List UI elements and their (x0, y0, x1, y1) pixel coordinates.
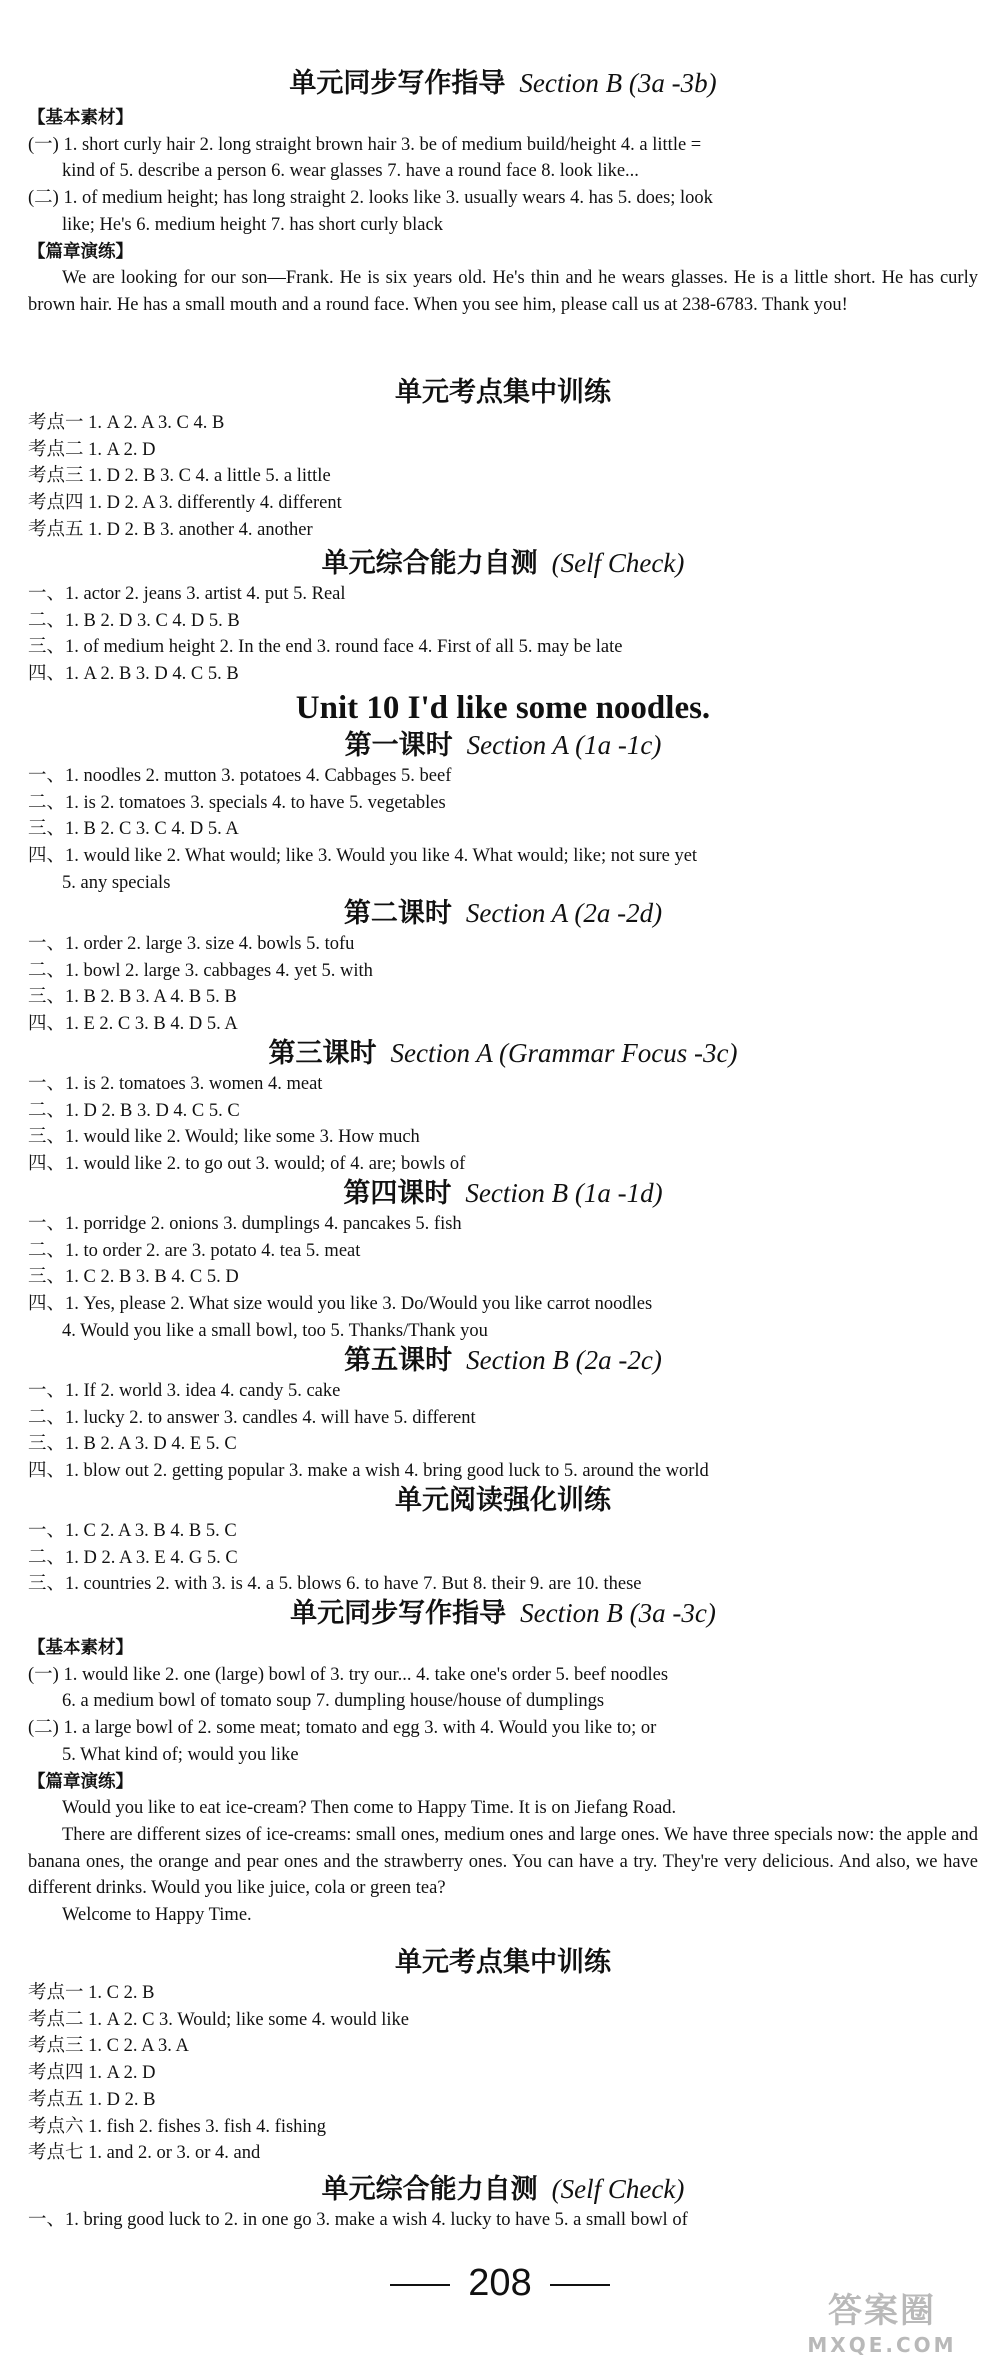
watermark-url: MXQE.COM (807, 2333, 957, 2357)
lesson-heading: 第四课时 Section B (1a -1d) (343, 1178, 663, 1209)
answer-line: 二、1. lucky 2. to answer 3. candles 4. will have 5. different (28, 1407, 476, 1428)
page-number: 208 (0, 2262, 1000, 2305)
answer-line: 考点六 1. fish 2. fishes 3. fish 4. fishing (28, 2116, 327, 2137)
section-heading: 单元综合能力自测 (Self Check) (321, 548, 685, 579)
unit-title-block (28, 688, 978, 728)
answer-line: 5. What kind of; would you like (62, 1744, 299, 1765)
answer-line: 四、1. would like 2. to go out 3. would; of 4. are; bowls of (28, 1154, 466, 1175)
answer-line: 一、1. bring good luck to 2. in one go 3. make a wish 4. lucky to have 5. a small bowl of (28, 2210, 688, 2230)
answer-line: (二) 1. of medium height; has long straight 2. looks like 3. usually wears 4. has 5. does; look (28, 188, 713, 209)
lesson-heading: 第一课时 Section A (1a -1c) (344, 730, 662, 761)
answer-line: 考点五 1. D 2. B 3. another 4. another (28, 519, 313, 540)
tag-basic-material: 【基本素材】 (28, 108, 133, 128)
answer-line: kind of 5. describe a person 6. wear glasses 7. have a round face 8. look like... (62, 161, 639, 182)
answer-line: 考点四 1. A 2. D (28, 2063, 156, 2084)
answer-line: 三、1. countries 2. with 3. is 4. a 5. blows 6. to have 7. But 8. their 9. are 10. these (28, 1574, 642, 1595)
lesson-5 (28, 1343, 978, 1485)
answer-line: 三、1. B 2. B 3. A 4. B 5. B (28, 987, 237, 1008)
answer-line: 二、1. is 2. tomatoes 3. specials 4. to have 5. vegetables (28, 792, 446, 813)
answer-line: 三、1. B 2. C 3. C 4. D 5. A (28, 819, 239, 840)
section-heading: 单元阅读强化训练 (395, 1485, 611, 1516)
sample-paragraph: There are different sizes of ice-creams: small ones, medium ones and large ones. We have three specials now: the apple and banana ones, the orange and pear ones and the strawberry ones. You can have a try. They're very delicious. And also, we have different drinks. Would you like juice, cola or green tea? (28, 1824, 978, 1899)
answer-line: 二、1. to order 2. are 3. potato 4. tea 5. meat (28, 1240, 361, 1261)
answer-line: 考点一 1. A 2. A 3. C 4. B (28, 413, 225, 433)
lesson-2 (28, 896, 978, 1038)
unit-self-check (28, 546, 978, 688)
writing-guide-section-b-3a-3b (28, 66, 978, 319)
unit-reading-training (28, 1484, 978, 1598)
lesson-1 (28, 728, 978, 897)
answer-line: 一、1. order 2. large 3. size 4. bowls 5. tofu (28, 934, 355, 954)
answer-line: (一) 1. short curly hair 2. long straight brown hair 3. be of medium build/height 4. a little = (28, 134, 702, 155)
section-heading: 单元考点集中训练 (395, 1947, 611, 1978)
sample-paragraph: Would you like to eat ice-cream? Then come to Happy Time. It is on Jiefang Road. (62, 1798, 677, 1819)
lesson-4 (28, 1176, 978, 1345)
answer-line: 二、1. B 2. D 3. C 4. D 5. B (28, 610, 240, 631)
answer-line: 一、1. is 2. tomatoes 3. women 4. meat (28, 1074, 323, 1094)
answer-line: 一、1. porridge 2. onions 3. dumplings 4. pancakes 5. fish (28, 1214, 462, 1234)
section-heading: 单元同步写作指导 Section B (3a -3c) (290, 1598, 716, 1629)
answer-line: 二、1. D 2. B 3. D 4. C 5. C (28, 1100, 240, 1121)
writing-guide-section-b-3a-3c (28, 1596, 978, 1929)
answer-line: 4. Would you like a small bowl, too 5. Thanks/Thank you (62, 1320, 488, 1341)
answer-line: 一、1. If 2. world 3. idea 4. candy 5. cake (28, 1381, 341, 1401)
unit-key-points-training (28, 376, 978, 544)
answer-line: 一、1. noodles 2. mutton 3. potatoes 4. Cabbages 5. beef (28, 766, 452, 786)
answer-line: 考点四 1. D 2. A 3. differently 4. different (28, 493, 342, 514)
answer-line: 三、1. of medium height 2. In the end 3. round face 4. First of all 5. may be late (28, 637, 623, 658)
answer-line: 四、1. A 2. B 3. D 4. C 5. B (28, 664, 239, 685)
answer-line: like; He's 6. medium height 7. has short curly black (62, 214, 443, 235)
section-heading: 单元同步写作指导 Section B (3a -3b) (289, 68, 717, 99)
tag-writing-practice: 【篇章演练】 (28, 241, 133, 262)
answer-line: 考点一 1. C 2. B (28, 1983, 155, 2003)
watermark (782, 2290, 982, 2368)
answer-line: 考点二 1. A 2. C 3. Would; like some 4. would like (28, 2009, 410, 2030)
watermark-logo-text: 答案圈 (828, 2291, 936, 2331)
answer-line: 三、1. C 2. B 3. B 4. C 5. D (28, 1267, 239, 1288)
tag-basic-material: 【基本素材】 (28, 1638, 133, 1658)
unit-self-check-2 (28, 2172, 978, 2234)
answer-line: 考点三 1. D 2. B 3. C 4. a little 5. a little (28, 466, 331, 487)
answer-line: (二) 1. a large bowl of 2. some meat; tomato and egg 3. with 4. Would you like to; or (28, 1718, 657, 1739)
page-number-dash (390, 2284, 450, 2286)
answer-line: (一) 1. would like 2. one (large) bowl of 3. try our... 4. take one's order 5. beef noodles (28, 1664, 669, 1685)
lesson-heading: 第五课时 Section B (2a -2c) (344, 1345, 662, 1376)
answer-line: 5. any specials (62, 872, 171, 893)
answer-line: 四、1. blow out 2. getting popular 3. make a wish 4. bring good luck to 5. around the world (28, 1461, 709, 1482)
answer-line: 一、1. C 2. A 3. B 4. B 5. C (28, 1521, 237, 1541)
lesson-heading: 第二课时 Section A (2a -2d) (343, 898, 663, 929)
answer-line: 二、1. D 2. A 3. E 4. G 5. C (28, 1547, 238, 1568)
answer-line: 二、1. bowl 2. large 3. cabbages 4. yet 5. with (28, 960, 373, 981)
answer-line: 三、1. would like 2. Would; like some 3. How much (28, 1127, 420, 1148)
answer-line: 考点三 1. C 2. A 3. A (28, 2036, 189, 2057)
lesson-heading: 第三课时 Section A (Grammar Focus -3c) (268, 1038, 738, 1069)
unit-title: Unit 10 I'd like some noodles. (295, 690, 711, 726)
answer-line: 四、1. Yes, please 2. What size would you like 3. Do/Would you like carrot noodles (28, 1294, 653, 1315)
answer-line: 考点二 1. A 2. D (28, 439, 156, 460)
answer-line: 一、1. actor 2. jeans 3. artist 4. put 5. Real (28, 584, 346, 604)
unit-key-points-training-2 (28, 1946, 978, 2167)
lesson-3 (28, 1036, 978, 1178)
answer-line: 6. a medium bowl of tomato soup 7. dumpling house/house of dumplings (62, 1691, 605, 1712)
answer-line: 四、1. E 2. C 3. B 4. D 5. A (28, 1014, 238, 1035)
answer-line: 三、1. B 2. A 3. D 4. E 5. C (28, 1434, 237, 1455)
section-heading: 单元综合能力自测 (Self Check) (321, 2174, 685, 2205)
answer-line: 考点七 1. and 2. or 3. or 4. and (28, 2143, 261, 2164)
tag-writing-practice: 【篇章演练】 (28, 1771, 133, 1792)
section-heading: 单元考点集中训练 (395, 377, 611, 408)
sample-paragraph: Welcome to Happy Time. (62, 1905, 252, 1926)
answer-line: 四、1. would like 2. What would; like 3. Would you like 4. What would; like; not sure yet (28, 846, 698, 867)
sample-paragraph: We are looking for our son—Frank. He is six years old. He's thin and he wears glasses. He is a little short. He has curly brown hair. He has a small mouth and a round face. When you see him, please call us at 238-6783. Thank you! (28, 268, 978, 315)
page-number-dash (550, 2284, 610, 2286)
answer-line: 考点五 1. D 2. B (28, 2089, 156, 2110)
